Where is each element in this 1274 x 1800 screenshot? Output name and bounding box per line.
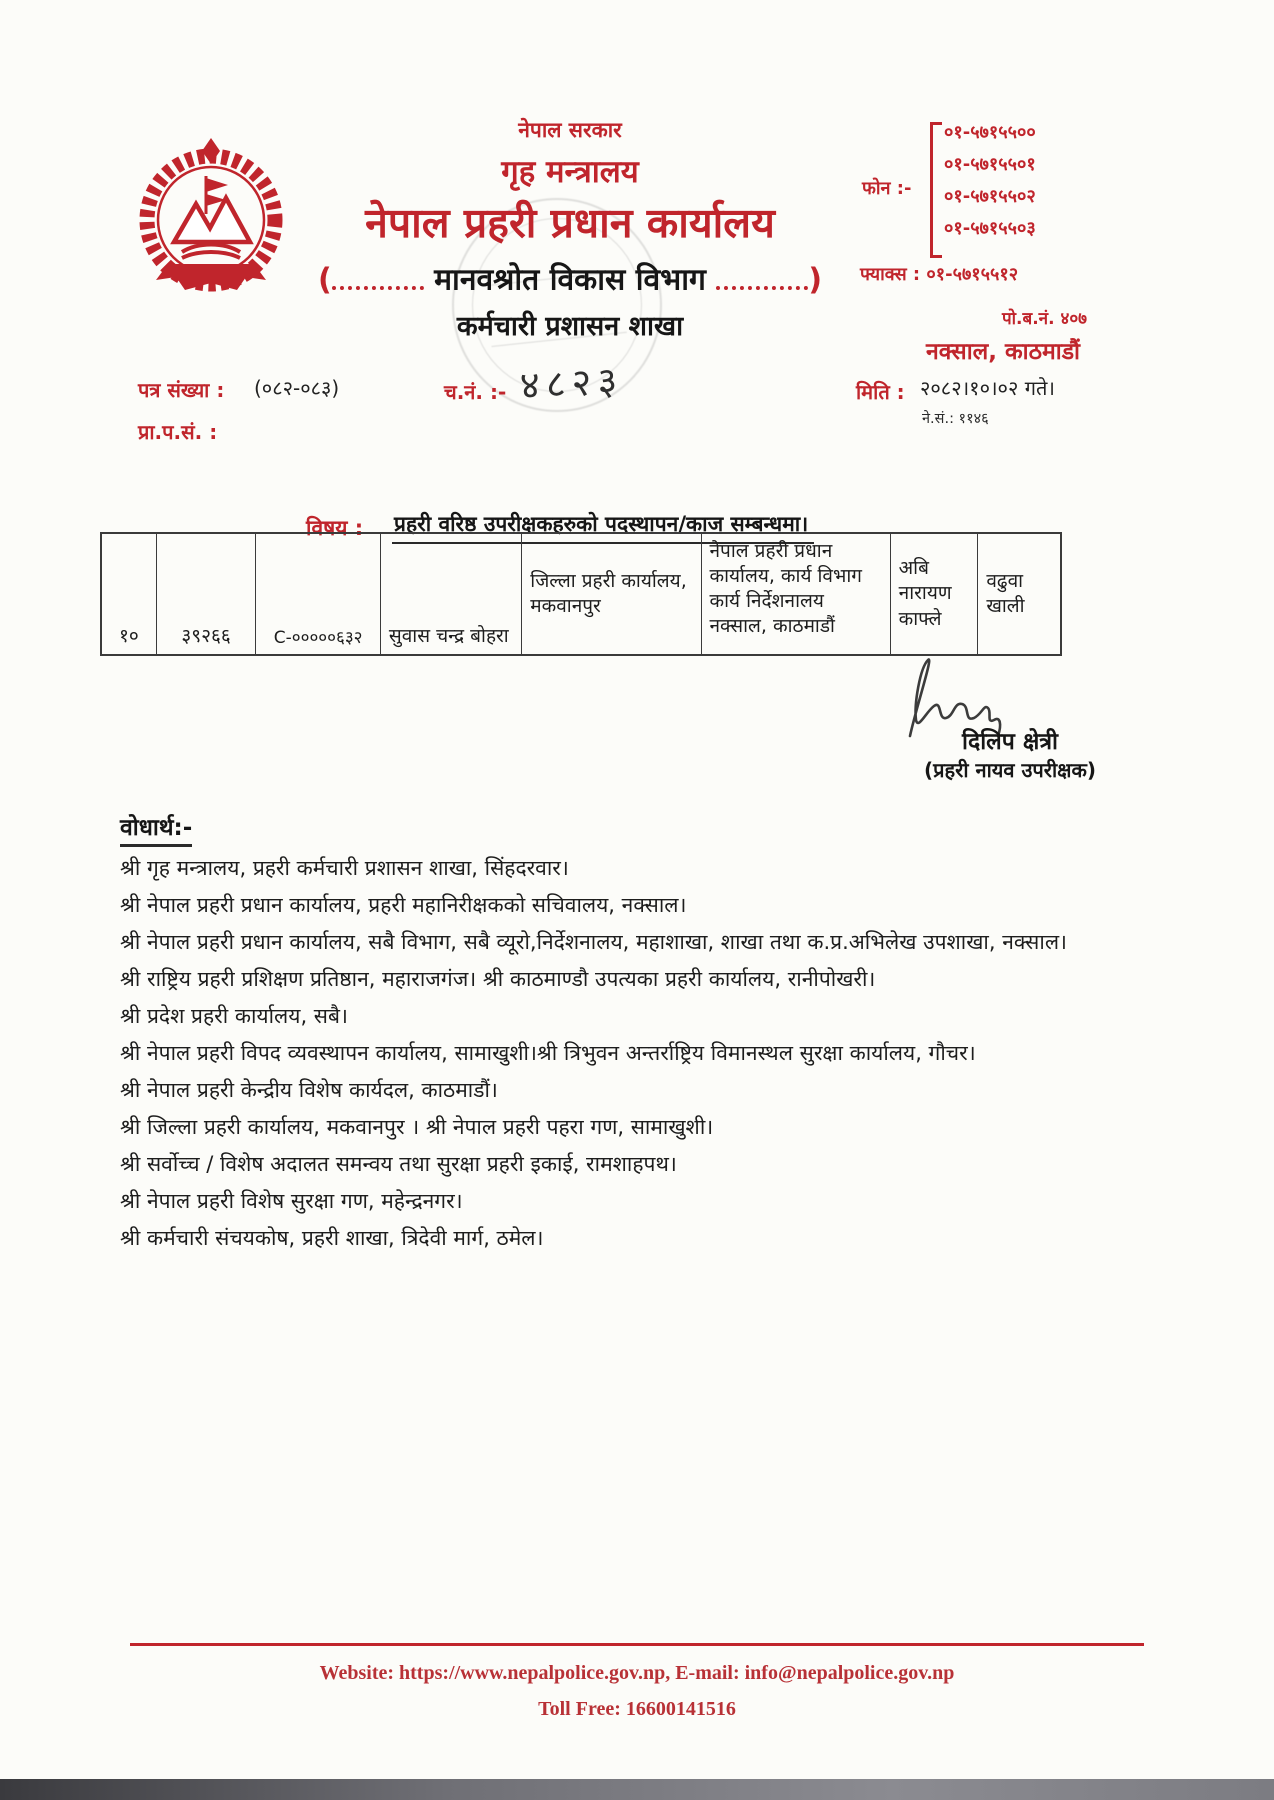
subject-text: प्रहरी वरिष्ठ उपरीक्षकहरुको पदस्थापन/काज सम्बन्धमा। — [392, 510, 814, 544]
open-paren: ( — [317, 262, 332, 298]
phone-number: ०१-५७१५५०१ — [944, 154, 1036, 175]
table-cell-current-office: जिल्ला प्रहरी कार्यालय, मकवानपुर — [522, 534, 701, 654]
footer-website-email: Website: https://www.nepalpolice.gov.np, E-mail: info@nepalpolice.gov.np — [319, 1662, 955, 1684]
ministry-title: गृह मन्त्रालय — [501, 154, 639, 190]
close-paren: ) — [808, 262, 823, 298]
table-cell-serial: १० — [102, 534, 157, 654]
footer-tollfree: Toll Free: 16600141516 — [538, 1698, 736, 1720]
department-title: मानवश्रोत विकास विभाग — [434, 262, 706, 298]
phone-list — [944, 117, 1036, 245]
cc-item: श्री नेपाल प्रहरी प्रधान कार्यालय, प्रहरी महानिरीक्षकको सचिवालय, नक्साल। — [120, 893, 687, 917]
phone-bracket — [930, 122, 942, 258]
cc-item: श्री जिल्ला प्रहरी कार्यालय, मकवानपुर । श्री नेपाल प्रहरी पहरा गण, सामाखुशी। — [120, 1115, 714, 1139]
phone-label: फोन :- — [862, 178, 912, 199]
letter-number-value: (०८२-०८३) — [254, 376, 340, 400]
cc-item: श्री प्रदेश प्रहरी कार्यालय, सबै। — [120, 1004, 348, 1028]
table-cell-code: C-०००००६३२ — [256, 534, 380, 654]
office-title: नेपाल प्रहरी प्रधान कार्यालय — [365, 199, 775, 247]
date-value: २०८२।१०।०२ गते। — [920, 376, 1055, 400]
date-label: मिति : — [856, 380, 905, 404]
cc-item: श्री नेपाल प्रहरी विशेष सुरक्षा गण, महेन्द्रनगर। — [120, 1189, 463, 1213]
cc-item: श्री सर्वोच्च / विशेष अदालत समन्वय तथा सुरक्षा प्रहरी इकाई, रामशाहपथ। — [120, 1152, 677, 1176]
table-cell-posted-office: नेपाल प्रहरी प्रधान कार्यालय, कार्य विभाग कार्य निर्देशनालय नक्साल, काठमाडौं — [702, 534, 891, 654]
po-box: पो.ब.नं. ४०७ — [1002, 309, 1088, 329]
cc-item: श्री नेपाल प्रहरी केन्द्रीय विशेष कार्यदल, काठमाडौं। — [120, 1078, 498, 1102]
table-cell-name: सुवास चन्द्र बोहरा — [381, 534, 522, 654]
nepal-sambat: ने.सं.: ११४६ — [922, 411, 989, 427]
phone-number: ०१-५७१५५०३ — [944, 218, 1036, 239]
cc-list — [120, 850, 1180, 1257]
cc-item: श्री नेपाल प्रहरी प्रधान कार्यालय, सबै विभाग, सबै व्यूरो,निर्देशनालय, महाशाखा, शाखा तथा क.प्र.अभिलेख उपशाखा, नक्साल। — [120, 930, 1068, 954]
cc-heading: वोधार्थ:- — [120, 810, 192, 847]
signatory-name: दिलिप क्षेत्री — [962, 729, 1058, 755]
dispatch-number-label: च.नं. :- — [444, 380, 507, 404]
scan-edge-bar — [0, 1779, 1274, 1800]
cc-item: श्री राष्ट्रिय प्रहरी प्रशिक्षण प्रतिष्ठान, महाराजगंज। श्री काठमाण्डौ उपत्यका प्रहरी कार्यालय, रानीपोखरी। — [120, 967, 876, 991]
department-line — [280, 254, 860, 299]
subject-label: विषय : — [306, 516, 364, 540]
phone-number: ०१-५७१५५०२ — [944, 186, 1036, 207]
section-title: कर्मचारी प्रशासन शाखा — [456, 311, 684, 342]
dotted-leader-right — [716, 254, 808, 290]
government-title: नेपाल सरकार — [518, 118, 622, 142]
fax-number: फ्याक्स : ०१-५७१५५१२ — [860, 264, 1019, 285]
cc-item: श्री गृह मन्त्रालय, प्रहरी कर्मचारी प्रशासन शाखा, सिंहदरवार। — [120, 856, 569, 880]
posting-table — [100, 532, 1062, 656]
dispatch-number-handwritten: ४८२३ — [518, 358, 625, 408]
office-address: नक्साल, काठमाडौं — [926, 339, 1080, 365]
footer-divider — [130, 1643, 1144, 1646]
cc-item: श्री कर्मचारी संचयकोष, प्रहरी शाखा, त्रिदेवी मार्ग, ठमेल। — [120, 1226, 544, 1250]
prapasam-label: प्रा.प.सं. : — [138, 420, 218, 444]
table-cell-vacancy-type: वढुवा खाली — [986, 569, 1025, 617]
phone-number: ०१-५७१५५०० — [944, 122, 1036, 143]
cc-item: श्री नेपाल प्रहरी विपद व्यवस्थापन कार्यालय, सामाखुशी।श्री त्रिभुवन अन्तर्राष्ट्रिय विमानस्थल सुरक्षा कार्यालय, गौचर। — [120, 1041, 976, 1065]
table-cell-replacing-officer: अबि नारायण काफ्ले — [891, 534, 979, 654]
signatory-designation: (प्रहरी नायव उपरीक्षक) — [924, 758, 1096, 782]
dotted-leader-left — [332, 254, 424, 290]
letter-number-label: पत्र संख्या : — [138, 378, 225, 402]
table-cell-regimental-no: ३९२६६ — [157, 534, 257, 654]
